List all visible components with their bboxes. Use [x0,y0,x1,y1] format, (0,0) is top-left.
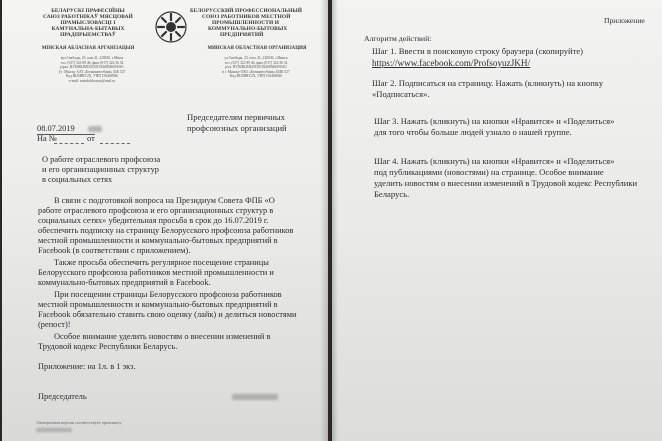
subject-line: и его организационных структур [42,165,159,174]
recipient-line: профсоюзных организаций [187,123,287,133]
step-1-text: Шаг 1. Ввести в поисковую строку браузера (скопируйте) [372,46,584,56]
footer-note: Электронная версия соответствует оригиналу [36,420,122,425]
step-4-line: Беларусь. [374,189,410,199]
reference-number-label: На № [37,134,57,143]
body-line: Facebook (в соответствии с приложением). [38,246,191,255]
org-name-russian [190,8,320,38]
subject-line: в социальных сетях [42,175,113,184]
org-name-line: САЮЗ РАБОТНIКАЎ МЯСЦОВАЙ [43,14,133,20]
redacted-signature-name [232,394,278,400]
address-line: Код BLBBBY2X, УНП 192468946 [65,74,118,79]
org-name-line: СОЮЗ РАБОТНИКОВ МЕСТНОЙ [202,14,291,20]
org-address-belarusian [36,56,148,84]
step-2-line: Шаг 2. Подписаться на страницу. Нажать (кликнуть) на кнопку [372,78,604,88]
body-line: Также просьба обеспечить регулярное посещение страницы [54,258,269,267]
step-4-line: уделить новостям о внесении изменений в Трудовой кодекс Республики [374,178,638,188]
redacted-footer [36,428,72,432]
step-4-line: под публикациями (новостями) на странице. Особое внимание [374,167,604,177]
body-line: социальных сетях» убедительная просьба в срок до 16.07.2019 г. [38,216,269,225]
body-line: Особое внимание уделить новостям о внесении изменений в [54,332,271,341]
org-name-line: БЕЛАРУСКI ПРАФЕСIЙНЫ [51,8,125,14]
letter-page [2,0,328,441]
org-name-line: БЕЛОРУССКИЙ ПРОФЕССИОНАЛЬНЫЙ [190,8,303,14]
body-line: Facebook обязательно ставить свою оценку (лайк) и делиться новостями [38,310,297,319]
org-region-belarusian: МIНСКАЯ АБЛАСНАЯ АРГАНIЗАЦЫЯ [41,46,135,51]
address-line: ул.Свободы, 23, пом. 41, 220030, г.Минск [224,56,288,60]
body-line: обеспечить подписку на страницу Белорусского профсоюза работников [38,226,294,235]
reference-from-label: от [87,134,95,143]
redacted-number [88,126,102,132]
body-line: Белорусского профсоюза работников местной промышленности и [38,268,274,277]
body-line: При посещении страницы Белорусского профсоюза работников [54,290,282,299]
attachment-header: Приложение [604,16,645,25]
org-name-line: ПРОМЫШЛЕННОСТИ И [212,20,280,26]
address-line: вул.Свабоды, 23, пам.41, 220030, г.Мiнск [60,56,124,60]
body-line: (репост)! [38,320,71,329]
reference-date-blank [100,143,130,144]
org-region-russian: МИНСКАЯ ОБЛАСТНАЯ ОРГАНИЗАЦИЯ [207,46,307,51]
union-emblem-icon [154,10,188,44]
address-line: e-mail: minskoblsoyuz@mail.ru [68,78,116,83]
body-line: В связи с подготовкой вопроса на Президиум Совета ФПБ «О [54,196,275,205]
step-2-line: «Подписаться». [372,89,430,99]
step-3-line: для того чтобы больше людей узнало о нашей группе. [374,127,572,137]
recipient-line: Председателям первичных [187,112,285,122]
address-line: тэл. (017) 323 89 46, факс (017) 324 36 32 [60,60,124,65]
reference-number-blank [54,143,84,144]
body-line: местной промышленности и коммунально-бытовых предприятий в [38,300,278,309]
org-name-line: ПРАДПРЫЕМСТВАЎ [60,32,116,38]
org-name-belarusian [32,8,144,38]
org-name-line: КОММУНАЛЬНО-БЫТОВЫХ [208,26,288,32]
address-line: ў г. Мiнску ААТ «Белаинвестбанк» БIК 527 [58,69,126,74]
org-address-russian [192,56,320,79]
org-name-line: ПРАМЫСЛОВАСЦI I [60,20,116,26]
body-line: Трудовой кодекс Республики Беларусь. [38,342,178,351]
attachment-page [332,0,662,441]
algorithm-title: Алгоритм действий: [364,34,432,43]
step-3-line: Шаг 3. Нажать (кликнуть) на кнопки «Нравится» и «Поделиться» [374,116,615,126]
address-line: р/рах. BY84BLBB30150192468946001061 [60,65,124,70]
letter-date: 08.07.2019 [37,124,95,135]
address-line: р/сч. BY84BLBB30150192468946001061 [225,65,287,70]
page-shadow [332,0,338,441]
address-line: Код BLBBBY2X, УНП 192468946 [229,74,282,79]
facebook-page-link[interactable]: https://www.facebook.com/ProfsoyuzJKH/ [372,58,531,68]
address-line: в г. Минске ОАО «Белинвестбанк» БИК 527 [222,69,290,74]
body-line: местной промышленности и коммунально-бытовых предприятий в [38,236,278,245]
attachment-note: Приложение: на 1л. в 1 экз. [38,362,136,371]
page-shadow [320,0,328,441]
signatory-title: Председатель [38,392,87,401]
body-line: работе отраслевого профсоюза и его организационных структур в [38,206,274,215]
subject-line: О работе отраслевого профсоюза [42,155,161,164]
address-line: тел. (017) 323 89 46, факс (017) 324 36 32 [224,60,288,65]
step-4-line: Шаг 4. Нажать (кликнуть) на кнопки «Нравится» и «Поделиться» [374,156,615,166]
org-name-line: КАМУНАЛЬНА-БЫТАВЫХ [51,26,125,32]
org-name-line: ПРЕДПРИЯТИЙ [220,32,264,38]
body-line: коммунально-бытовых предприятий в Facebook. [38,278,211,287]
